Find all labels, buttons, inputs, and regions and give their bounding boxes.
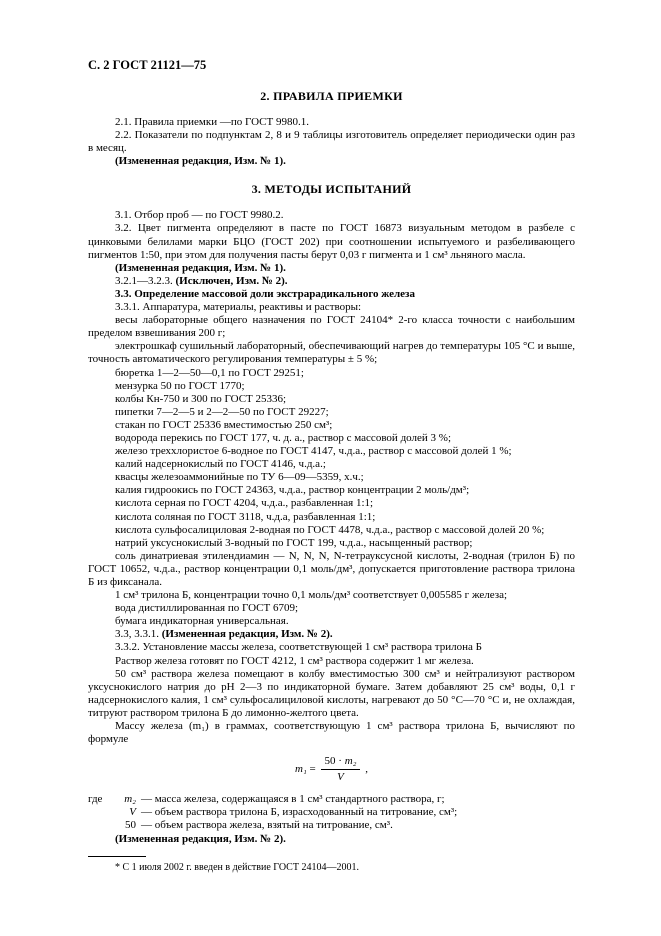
legend-description: — объем раствора железа, взятый на титрование, см³. [141,819,393,832]
paragraph-3-2-1 [88,275,575,288]
paragraph-3-3-1: 3.3.1. Аппаратура, материалы, реактивы и растворы: [115,301,362,314]
excluded-clause-note: (Исключен, Изм. № 2). [175,274,288,287]
legend-lead-spacer [88,819,114,832]
paragraph-iron-solution: Раствор железа готовят по ГОСТ 4212, 1 см³ раствора содержит 1 мг железа. [115,654,474,667]
reagent-item: колбы Кн-750 и 300 по ГОСТ 25336; [115,392,287,405]
formula [88,755,575,784]
reagent-item: натрий уксуснокислый 3-водный по ГОСТ 199, ч.д.а., насыщенный раствор; [115,536,473,549]
reagent-item: стакан по ГОСТ 25336 вместимостью 250 см³; [115,418,333,431]
fraction [321,755,361,784]
legend-symbol: m₂ [124,793,136,806]
footnote-text: * С 1 июля 2002 г. введен в действие ГОСТ 24104—2001. [115,861,359,873]
running-head: С. 2 ГОСТ 21121—75 [88,58,207,72]
legend-description: — объем раствора трилона Б, израсходованный на титрование, см³; [141,806,458,819]
amendment-note-3-2: (Измененная редакция, Изм. № 1). [115,261,286,274]
paragraph-2-1: 2.1. Правила приемки —по ГОСТ 9980.1. [115,116,309,128]
section-2-title: 2. ПРАВИЛА ПРИЕМКИ [260,89,403,103]
legend-symbol: 50 [125,819,136,832]
reagent-item: 1 см³ трилона Б, концентрации точно 0,1 моль/дм³ соответствует 0,005585 г железа; [115,589,508,602]
reagent-item: квасцы железоаммонийные по ТУ 6—09—5359, х.ч.; [115,471,364,484]
formula-legend [88,793,575,832]
reagent-item: кислота сульфосалициловая 2-водная по ГОСТ 4478, ч.д.а., раствор с массовой долей 20 %; [115,523,545,536]
paragraph-3-3-amend [88,628,575,641]
reagent-item: электрошкаф сушильный лабораторный, обеспечивающий нагрев до температуры 105 °С и выше, точность автоматического регулирования температуры ± 5 %; [88,340,575,366]
reagent-item: водорода перекись по ГОСТ 177, ч. д. а., раствор с массовой долей 3 %; [115,431,451,444]
numerator-coefficient: 50 · [324,755,345,768]
reagent-item: соль динатриевая этилендиамин — N, N, N, N-тетрауксусной кислоты, 2-водная (трилон Б) по ГОСТ 10652, ч.д.а., раствор концентрации 0,1 моль/дм³, допускается приготовление раствора трилона Б из фиксанала. [88,549,575,588]
legend-lead-spacer [88,806,114,819]
paragraph-3-3-title: 3.3. Определение массовой доли экстрарадикального железа [115,287,415,300]
paragraph-3-2: 3.2. Цвет пигмента определяют в пасте по ГОСТ 16873 визуальным методом в разбеле с цинковыми белилами марки БЦО (ГОСТ 202) при соотношении испытуемого и разбеливающего пигментов 1:50, при этом для получения пасты берут 0,03 г пигмента и 1 см³ льняного масла. [88,222,575,261]
legend-symbol: V [129,806,136,819]
amendment-note-final: (Измененная редакция, Изм. № 2). [115,832,286,845]
reagent-item: весы лабораторные общего назначения по ГОСТ 24104* 2-го класса точности с наибольшим пределом взвешивания 200 г; [88,314,575,340]
formula-trailing-comma: , [365,763,368,776]
paragraph-3-3-2: 3.3.2. Установление массы железа, соответствующей 1 см³ раствора трилона Б [115,641,482,654]
formula-lhs: m₁ [295,763,307,776]
footnote-rule [88,856,146,857]
amended-clause-note: (Измененная редакция, Изм. № 2). [161,628,333,641]
reagent-item: кислота серная по ГОСТ 4204, ч.д.а., разбавленная 1:1; [115,497,374,510]
legend-lead: где [88,793,103,806]
excluded-clause-range: 3.2.1—3.2.3. [115,274,176,287]
reagent-item: пипетки 7—2—5 и 2—2—50 по ГОСТ 29227; [115,405,329,418]
reagent-item: бюретка 1—2—50—0,1 по ГОСТ 29251; [115,366,304,379]
amendment-note-2: (Измененная редакция, Изм. № 1). [115,155,286,168]
fraction-numerator [321,755,361,770]
reagent-item: вода дистиллированная по ГОСТ 6709; [115,602,299,615]
numerator-variable: m₂ [344,755,357,768]
paragraph-mass-intro: Массу железа (m₁) в граммах, соответствующую 1 см³ раствора трилона Б, вычисляют по формуле [88,720,575,746]
section-3-title: 3. МЕТОДЫ ИСПЫТАНИЙ [251,182,412,197]
legend-row [88,806,575,819]
reagent-item: железо треххлористое 6-водное по ГОСТ 4147, ч.д.а., раствор с массовой долей 1 %; [115,445,512,458]
amended-clause-range: 3.3, 3.3.1. [115,628,162,641]
reagent-item: мензурка 50 по ГОСТ 1770; [115,379,245,392]
legend-description: — масса железа, содержащаяся в 1 см³ стандартного раствора, г; [141,793,445,806]
legend-row [88,793,575,806]
paragraph-titration: 50 см³ раствора железа помещают в колбу вместимостью 300 см³ и нейтрализуют раствором уксуснокислого натрия до рН 2—3 по индикаторной бумаге. Затем добавляют 25 см³ воды, 0,1 г надсернокислого калия, 1 см³ сульфосалициловой кислоты, нагревают до 50 °С—70 °С и, не охлаждая, титруют раствором трилона Б до лимонно-желтого цвета. [88,667,575,719]
reagent-item: калий надсернокислый по ГОСТ 4146, ч.д.а.; [115,458,326,471]
reagent-item: бумага индикаторная универсальная. [115,615,289,628]
reagent-item: калия гидроокись по ГОСТ 24363, ч.д.а., раствор концентрации 2 моль/дм³; [115,484,470,497]
fraction-denominator: V [337,771,344,784]
legend-row [88,819,575,832]
paragraph-2-2: 2.2. Показатели по подпунктам 2, 8 и 9 таблицы изготовитель определяет периодически один раз в месяц. [88,129,575,155]
footnote [88,856,575,875]
reagent-item: кислота соляная по ГОСТ 3118, ч.д.а, разбавленная 1:1; [115,510,376,523]
formula-equals: = [309,763,316,776]
paragraph-3-1: 3.1. Отбор проб — по ГОСТ 9980.2. [115,209,284,222]
